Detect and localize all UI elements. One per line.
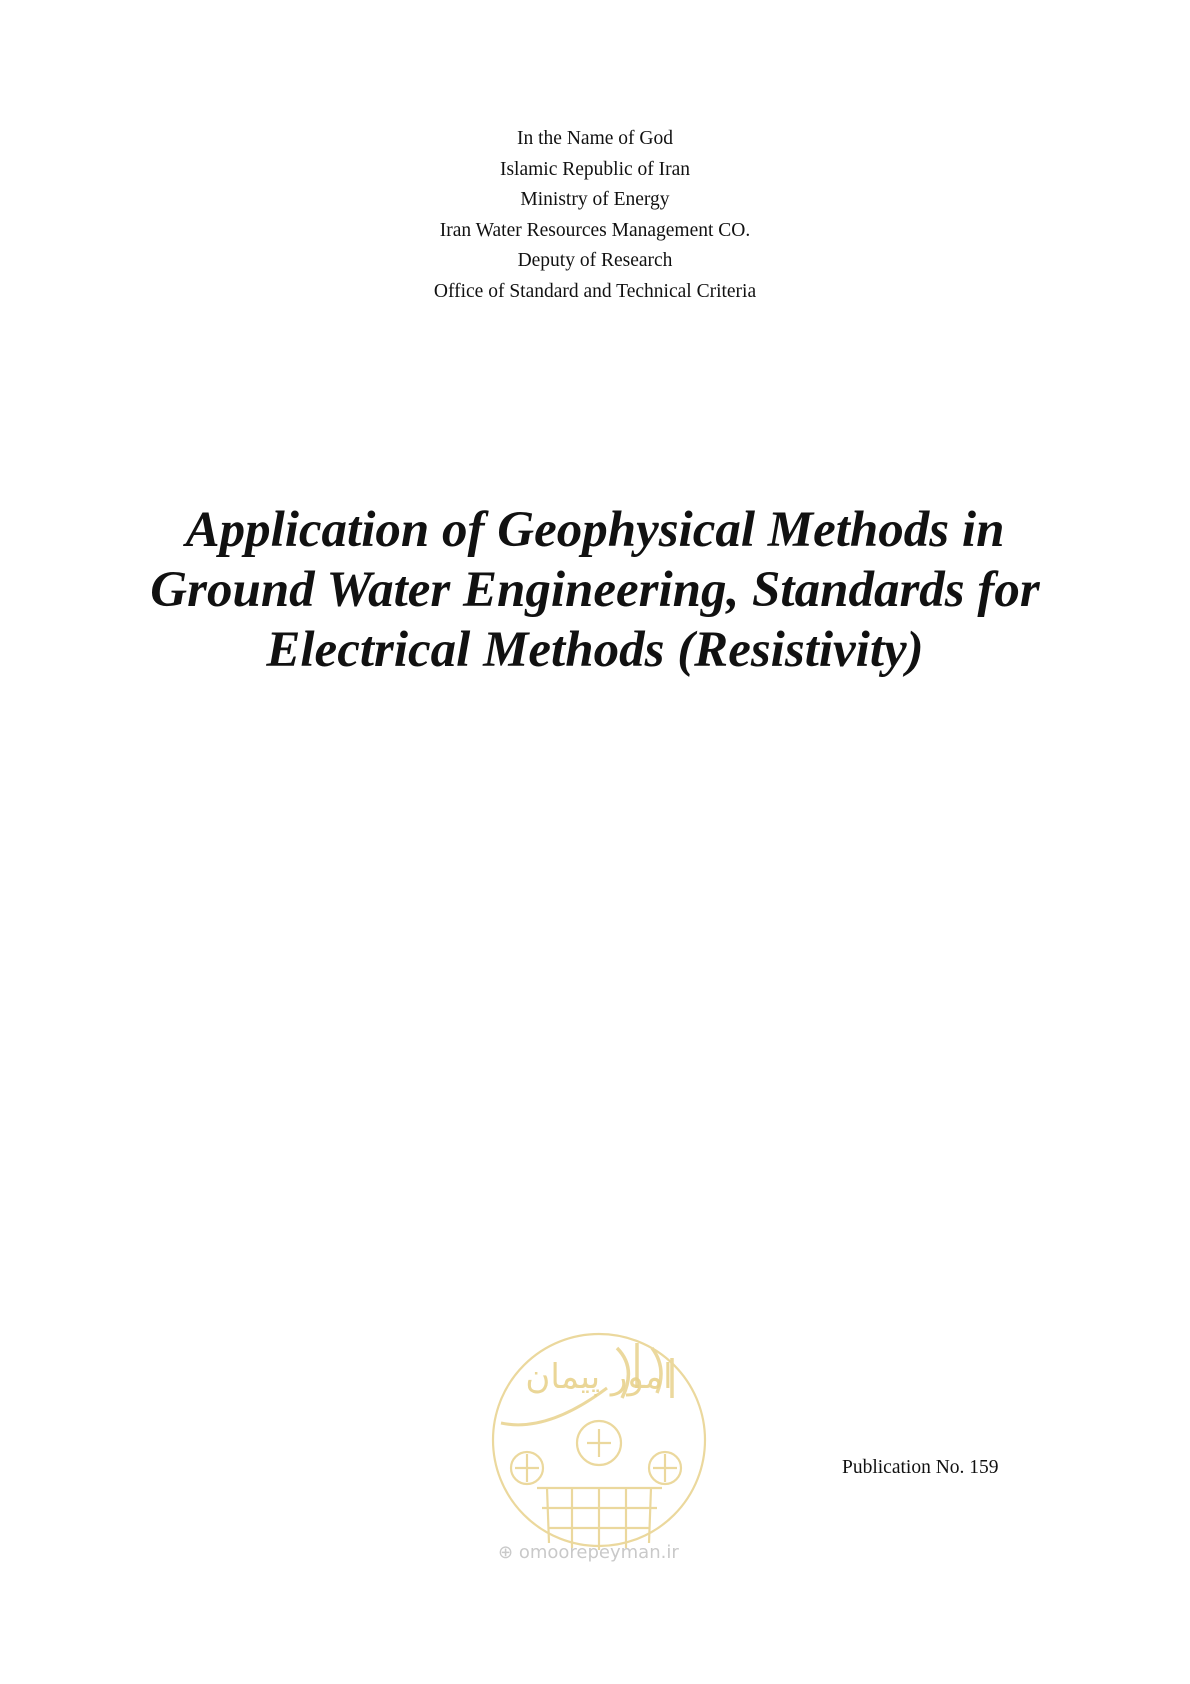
globe-icon: ⊕ — [498, 1542, 514, 1563]
title-line-3: Electrical Methods (Resistivity) — [266, 622, 924, 678]
header-company: Iran Water Resources Management CO. — [439, 219, 751, 241]
header-block — [0, 124, 1190, 308]
title-line-1: Application of Geophysical Methods in — [185, 502, 1005, 558]
header-invocation: In the Name of God — [517, 128, 673, 149]
header-ministry: Ministry of Energy — [520, 189, 670, 211]
watermark-logo-text: امور پیمان — [525, 1357, 673, 1397]
watermark-logo — [487, 1328, 712, 1560]
header-deputy: Deputy of Research — [517, 250, 673, 272]
watermark-site-text: omoorepeyman.ir — [518, 1542, 679, 1563]
watermark-site — [498, 1542, 679, 1563]
title-line-2: Ground Water Engineering, Standards for — [150, 562, 1040, 618]
document-title — [60, 500, 1130, 680]
publication-number: Publication No. 159 — [842, 1457, 999, 1478]
header-office: Office of Standard and Technical Criteria — [433, 280, 757, 302]
header-country: Islamic Republic of Iran — [499, 158, 691, 180]
